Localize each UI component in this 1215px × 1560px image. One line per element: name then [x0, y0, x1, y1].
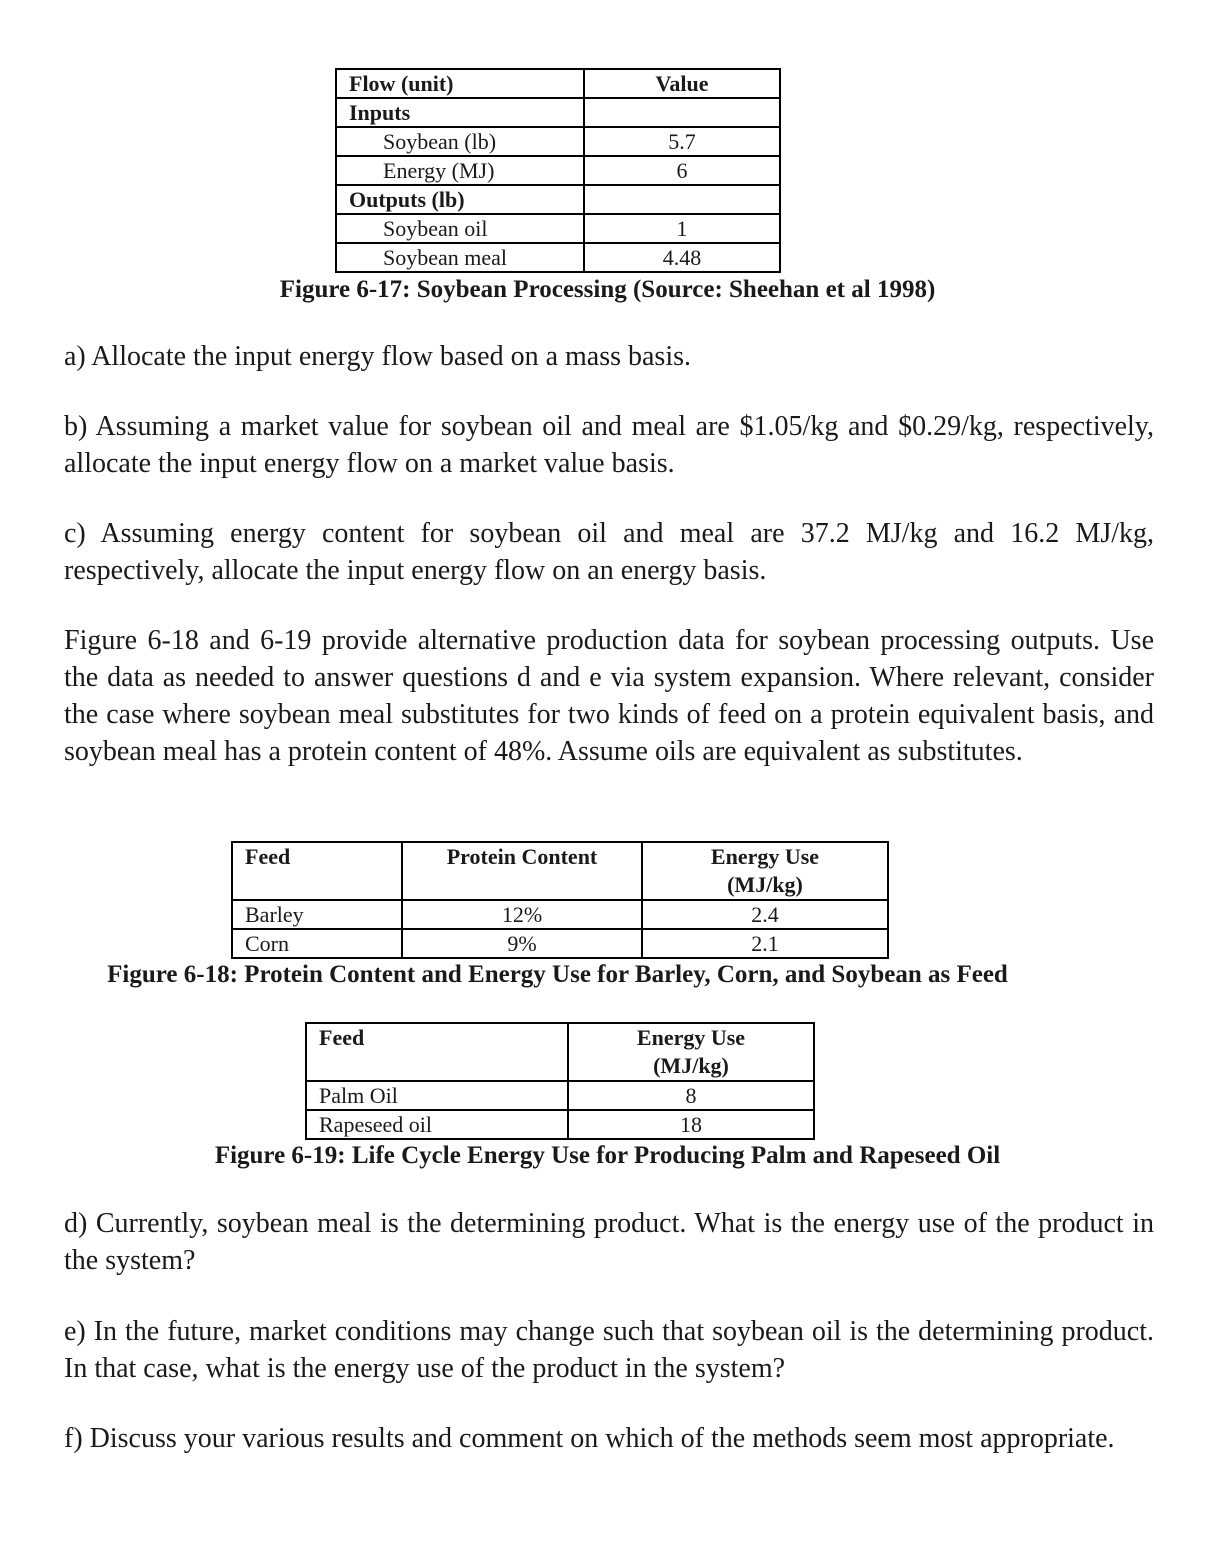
feed-protein-table	[231, 841, 889, 959]
protein-header: Protein Content	[402, 842, 642, 900]
row-label: Soybean (lb)	[336, 127, 584, 156]
row-value: 4.48	[584, 243, 780, 272]
energy-cell: 8	[568, 1081, 814, 1110]
table-row	[336, 98, 780, 127]
flow-unit-header: Flow (unit)	[336, 69, 584, 98]
feed-cell: Corn	[232, 929, 402, 958]
table-row	[336, 214, 780, 243]
inputs-label: Inputs	[336, 98, 584, 127]
table-row	[336, 156, 780, 185]
question-e: e) In the future, market conditions may change such that soybean oil is the determining product. In that case, what is the energy use of the product in the system?	[64, 1316, 1154, 1384]
energy-use-header-line1: Energy Use	[636, 1025, 746, 1050]
energy-cell: 18	[568, 1110, 814, 1139]
question-f: f) Discuss your various results and comment on which of the methods seem most appropriate.	[64, 1423, 1115, 1454]
energy-use-header	[568, 1023, 814, 1081]
oil-energy-table	[305, 1022, 815, 1140]
value-header: Value	[584, 69, 780, 98]
table-row	[336, 127, 780, 156]
table-row	[306, 1081, 814, 1110]
protein-cell: 9%	[402, 929, 642, 958]
question-d: d) Currently, soybean meal is the determining product. What is the energy use of the product in the system?	[64, 1208, 1154, 1276]
feed-cell: Palm Oil	[306, 1081, 568, 1110]
feed-cell: Rapeseed oil	[306, 1110, 568, 1139]
row-label: Soybean meal	[336, 243, 584, 272]
energy-use-header	[642, 842, 888, 900]
table-row	[336, 243, 780, 272]
table-row	[232, 929, 888, 958]
empty-cell	[584, 98, 780, 127]
figure-6-17-caption: Figure 6-17: Soybean Processing (Source: Sheehan et al 1998)	[279, 276, 936, 303]
row-label: Soybean oil	[336, 214, 584, 243]
protein-cell: 12%	[402, 900, 642, 929]
question-c: c) Assuming energy content for soybean oil and meal are 37.2 MJ/kg and 16.2 MJ/kg, respectively, allocate the input energy flow on an energy basis.	[64, 518, 1154, 586]
table-row	[336, 185, 780, 214]
row-value: 6	[584, 156, 780, 185]
table-header-row	[232, 842, 888, 900]
table-row	[306, 1110, 814, 1139]
feed-cell: Barley	[232, 900, 402, 929]
feed-header: Feed	[232, 842, 402, 900]
row-value: 5.7	[584, 127, 780, 156]
intro-paragraph: Figure 6-18 and 6-19 provide alternative production data for soybean processing outputs. Use the data as needed to answer questions d and e via system expansion. Where relevant, consider the case where soybean meal substitutes for two kinds of feed on a protein equivalent basis, and soybean meal has a protein content of 48%. Assume oils are equivalent as substitutes.	[64, 625, 1154, 767]
energy-cell: 2.1	[642, 929, 888, 958]
table-header-row	[336, 69, 780, 98]
outputs-label: Outputs (lb)	[336, 185, 584, 214]
empty-cell	[584, 185, 780, 214]
row-label: Energy (MJ)	[336, 156, 584, 185]
soybean-processing-table	[335, 68, 781, 273]
question-b: b) Assuming a market value for soybean oil and meal are $1.05/kg and $0.29/kg, respectively, allocate the input energy flow on a market value basis.	[64, 411, 1154, 479]
figure-6-19-caption: Figure 6-19: Life Cycle Energy Use for Producing Palm and Rapeseed Oil	[214, 1142, 1001, 1169]
question-a: a) Allocate the input energy flow based on a mass basis.	[64, 341, 691, 372]
row-value: 1	[584, 214, 780, 243]
table-header-row	[306, 1023, 814, 1081]
energy-use-header-line2: (MJ/kg)	[653, 1053, 729, 1078]
figure-6-18-caption: Figure 6-18: Protein Content and Energy Use for Barley, Corn, and Soybean as Feed	[107, 961, 1008, 988]
table-row	[232, 900, 888, 929]
energy-use-header-line1: Energy Use	[710, 844, 820, 869]
energy-use-header-line2: (MJ/kg)	[727, 872, 803, 897]
feed-header: Feed	[306, 1023, 568, 1081]
energy-cell: 2.4	[642, 900, 888, 929]
